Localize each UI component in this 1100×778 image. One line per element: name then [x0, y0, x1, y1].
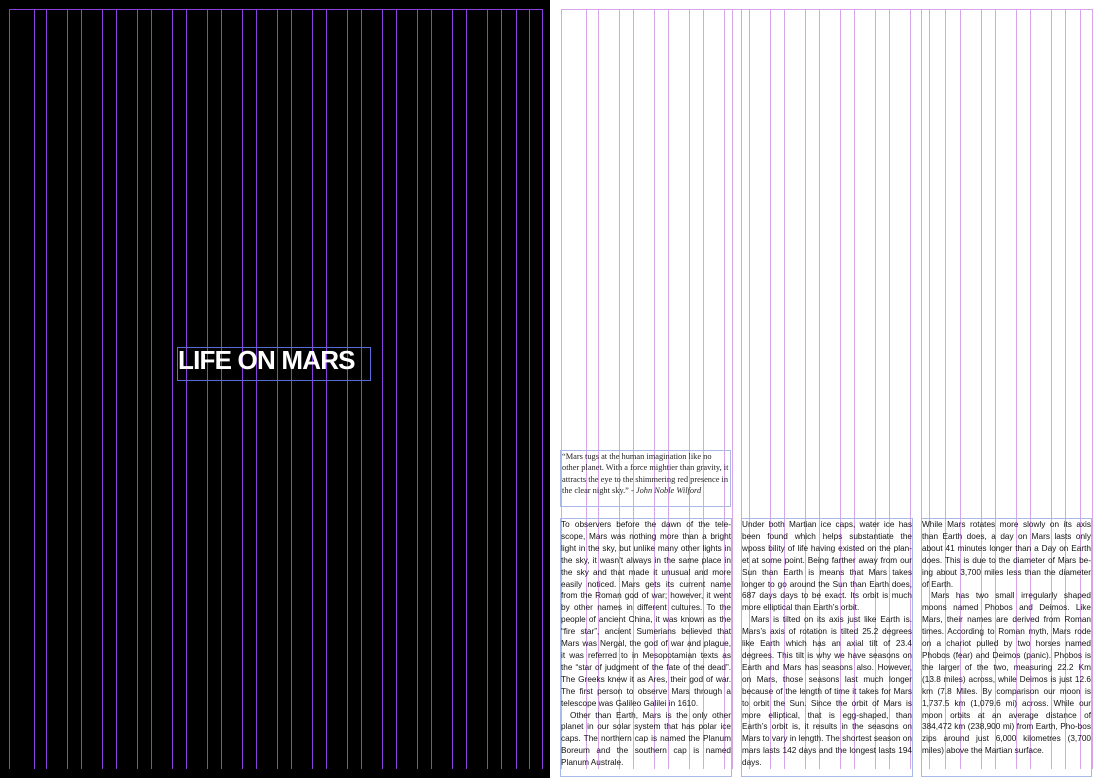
grid-guide-line: [452, 9, 453, 769]
grid-guide-line: [81, 9, 82, 769]
grid-guide-line: [256, 9, 257, 769]
body-text-frame-2[interactable]: [741, 518, 913, 777]
body-text-frame-1[interactable]: [560, 518, 732, 777]
article-page: [551, 0, 1100, 778]
paragraph: Under both Martian ice caps, water ice has been found which helps substantiate the wposs bility of life having existed on the plan-et at some point. Being farther away from our Sun than Earth is means that Mars takes longer to go around the Sun than Earth does, 687 days days to be exact. Its orbit is much more elliptical than Earth’s orbit.: [742, 520, 912, 613]
grid-guide-line: [277, 9, 278, 769]
grid-guide-line: [312, 9, 313, 769]
grid-guide-line: [186, 9, 187, 769]
grid-guide-line: [291, 9, 292, 769]
grid-guide-line: [326, 9, 327, 769]
grid-guide-line: [347, 9, 348, 769]
grid-guide-line: [361, 9, 362, 769]
grid-guide-line: [542, 9, 543, 769]
paragraph: Mars is tilted on its axis just like Earth is. Mars’s axis of rotation is tilted 25.2 degrees like Earth which has an axial tilt of 23.4 degrees. This tilt is why we have seasons on Earth and Mars has seasons also. However, on Mars, those seasons last much longer because of the length of time it takes for Mars to orbit the Sun. Since the orbit of Mars is more elliptical, that is egg-shaped, than Earth’s orbit is, it results in the seasons on Mars to vary in length. The shortest season on mars lasts 142 days and the longest lasts 194 days.: [742, 615, 912, 768]
paragraph: While Mars rotates more slowly on its axis than Earth does, a day on Mars lasts only about 41 minutes longer than a Day on Earth does. This is due to the diameter of Mars be-ing about 3,700 miles less than the diameter of Earth.: [922, 520, 1091, 589]
grid-guide-line: [732, 9, 733, 769]
grid-guide-line: [102, 9, 103, 769]
body-text-frame-3[interactable]: [921, 518, 1092, 777]
grid-guide-line: [137, 9, 138, 769]
paragraph: Mars has two small irregularly shaped moons named Phobos and Deimos. Like Mars, their names are derived from Roman times. According to Roman myth, Mars rode on a chariot pulled by two horses named Phobos (fear) and Deimos (panic). Phobos is the larger of the two, measuring 22.2 Km (13.8 miles) across, while Deimos is just 12.6 km (7.8 Miles. By comparison our moon is 1,737.5 km (1,079.6 mi) across. While our moon orbits at an average distance of 384,472 km (238,900 mi) from Earth, Pho-bos zips around just 6,000 kilometres (3,700 miles) above the Martian surface.: [922, 591, 1091, 756]
grid-guide-line: [431, 9, 432, 769]
title-text-frame[interactable]: [177, 347, 371, 381]
grid-guide-line: [172, 9, 173, 769]
grid-guide-line: [116, 9, 117, 769]
grid-guide-line: [46, 9, 47, 769]
grid-guide-line: [221, 9, 222, 769]
grid-guide-line: [67, 9, 68, 769]
paragraph: To observers before the dawn of the tele-scope, Mars was nothing more than a bright light in the sky, but unlike many other lights in the sky, it wasn’t always in the same place in the sky and that made it unusual and more easily noticed. Mars gets its current name from the Roman god of war; however, it went by other names in different cultures. To the people of ancient China, it was known as the “fire star”, ancient Sumerians believed that Mars was Nergal, the god of war and plague, it was referred to in Mesopotamian texts as the “star of judgment of the fate of the dead”. The Greeks knew it as Ares, their god of war. The first person to observe Mars through a telescope was Galileo Galilei in 1610.: [561, 520, 731, 708]
grid-guide-line: [487, 9, 488, 769]
grid-guide-line: [207, 9, 208, 769]
grid-guide-line: [396, 9, 397, 769]
grid-guide-line: [516, 9, 517, 769]
grid-guide-line: [1092, 9, 1093, 769]
grid-guide-line: [9, 9, 10, 769]
grid-guide-line: [34, 9, 35, 769]
grid-guide-line: [529, 9, 530, 769]
grid-guide-line: [466, 9, 467, 769]
pull-quote-author: John Noble Wilford: [635, 486, 702, 496]
pull-quote-text: “Mars tugs at the human imagination like no other planet. With a force mightier than gravity, it attracts the eye to the shimmering red presence in the clear night sky.” -: [562, 452, 729, 496]
grid-guide-line: [151, 9, 152, 769]
grid-guide-line: [242, 9, 243, 769]
paragraph: Other than Earth, Mars is the only other planet in our solar system that has polar ice caps. The northern cap is named the Planum Boreum and the southern cap is named Planum Australe.: [561, 710, 731, 768]
page-title: LIFE ON MARS: [178, 345, 355, 375]
grid-guide-line: [417, 9, 418, 769]
grid-guide-line: [501, 9, 502, 769]
grid-guide-line: [382, 9, 383, 769]
top-margin-guide: [561, 9, 1092, 10]
top-margin-guide: [9, 9, 542, 10]
pull-quote-frame[interactable]: [560, 450, 731, 507]
